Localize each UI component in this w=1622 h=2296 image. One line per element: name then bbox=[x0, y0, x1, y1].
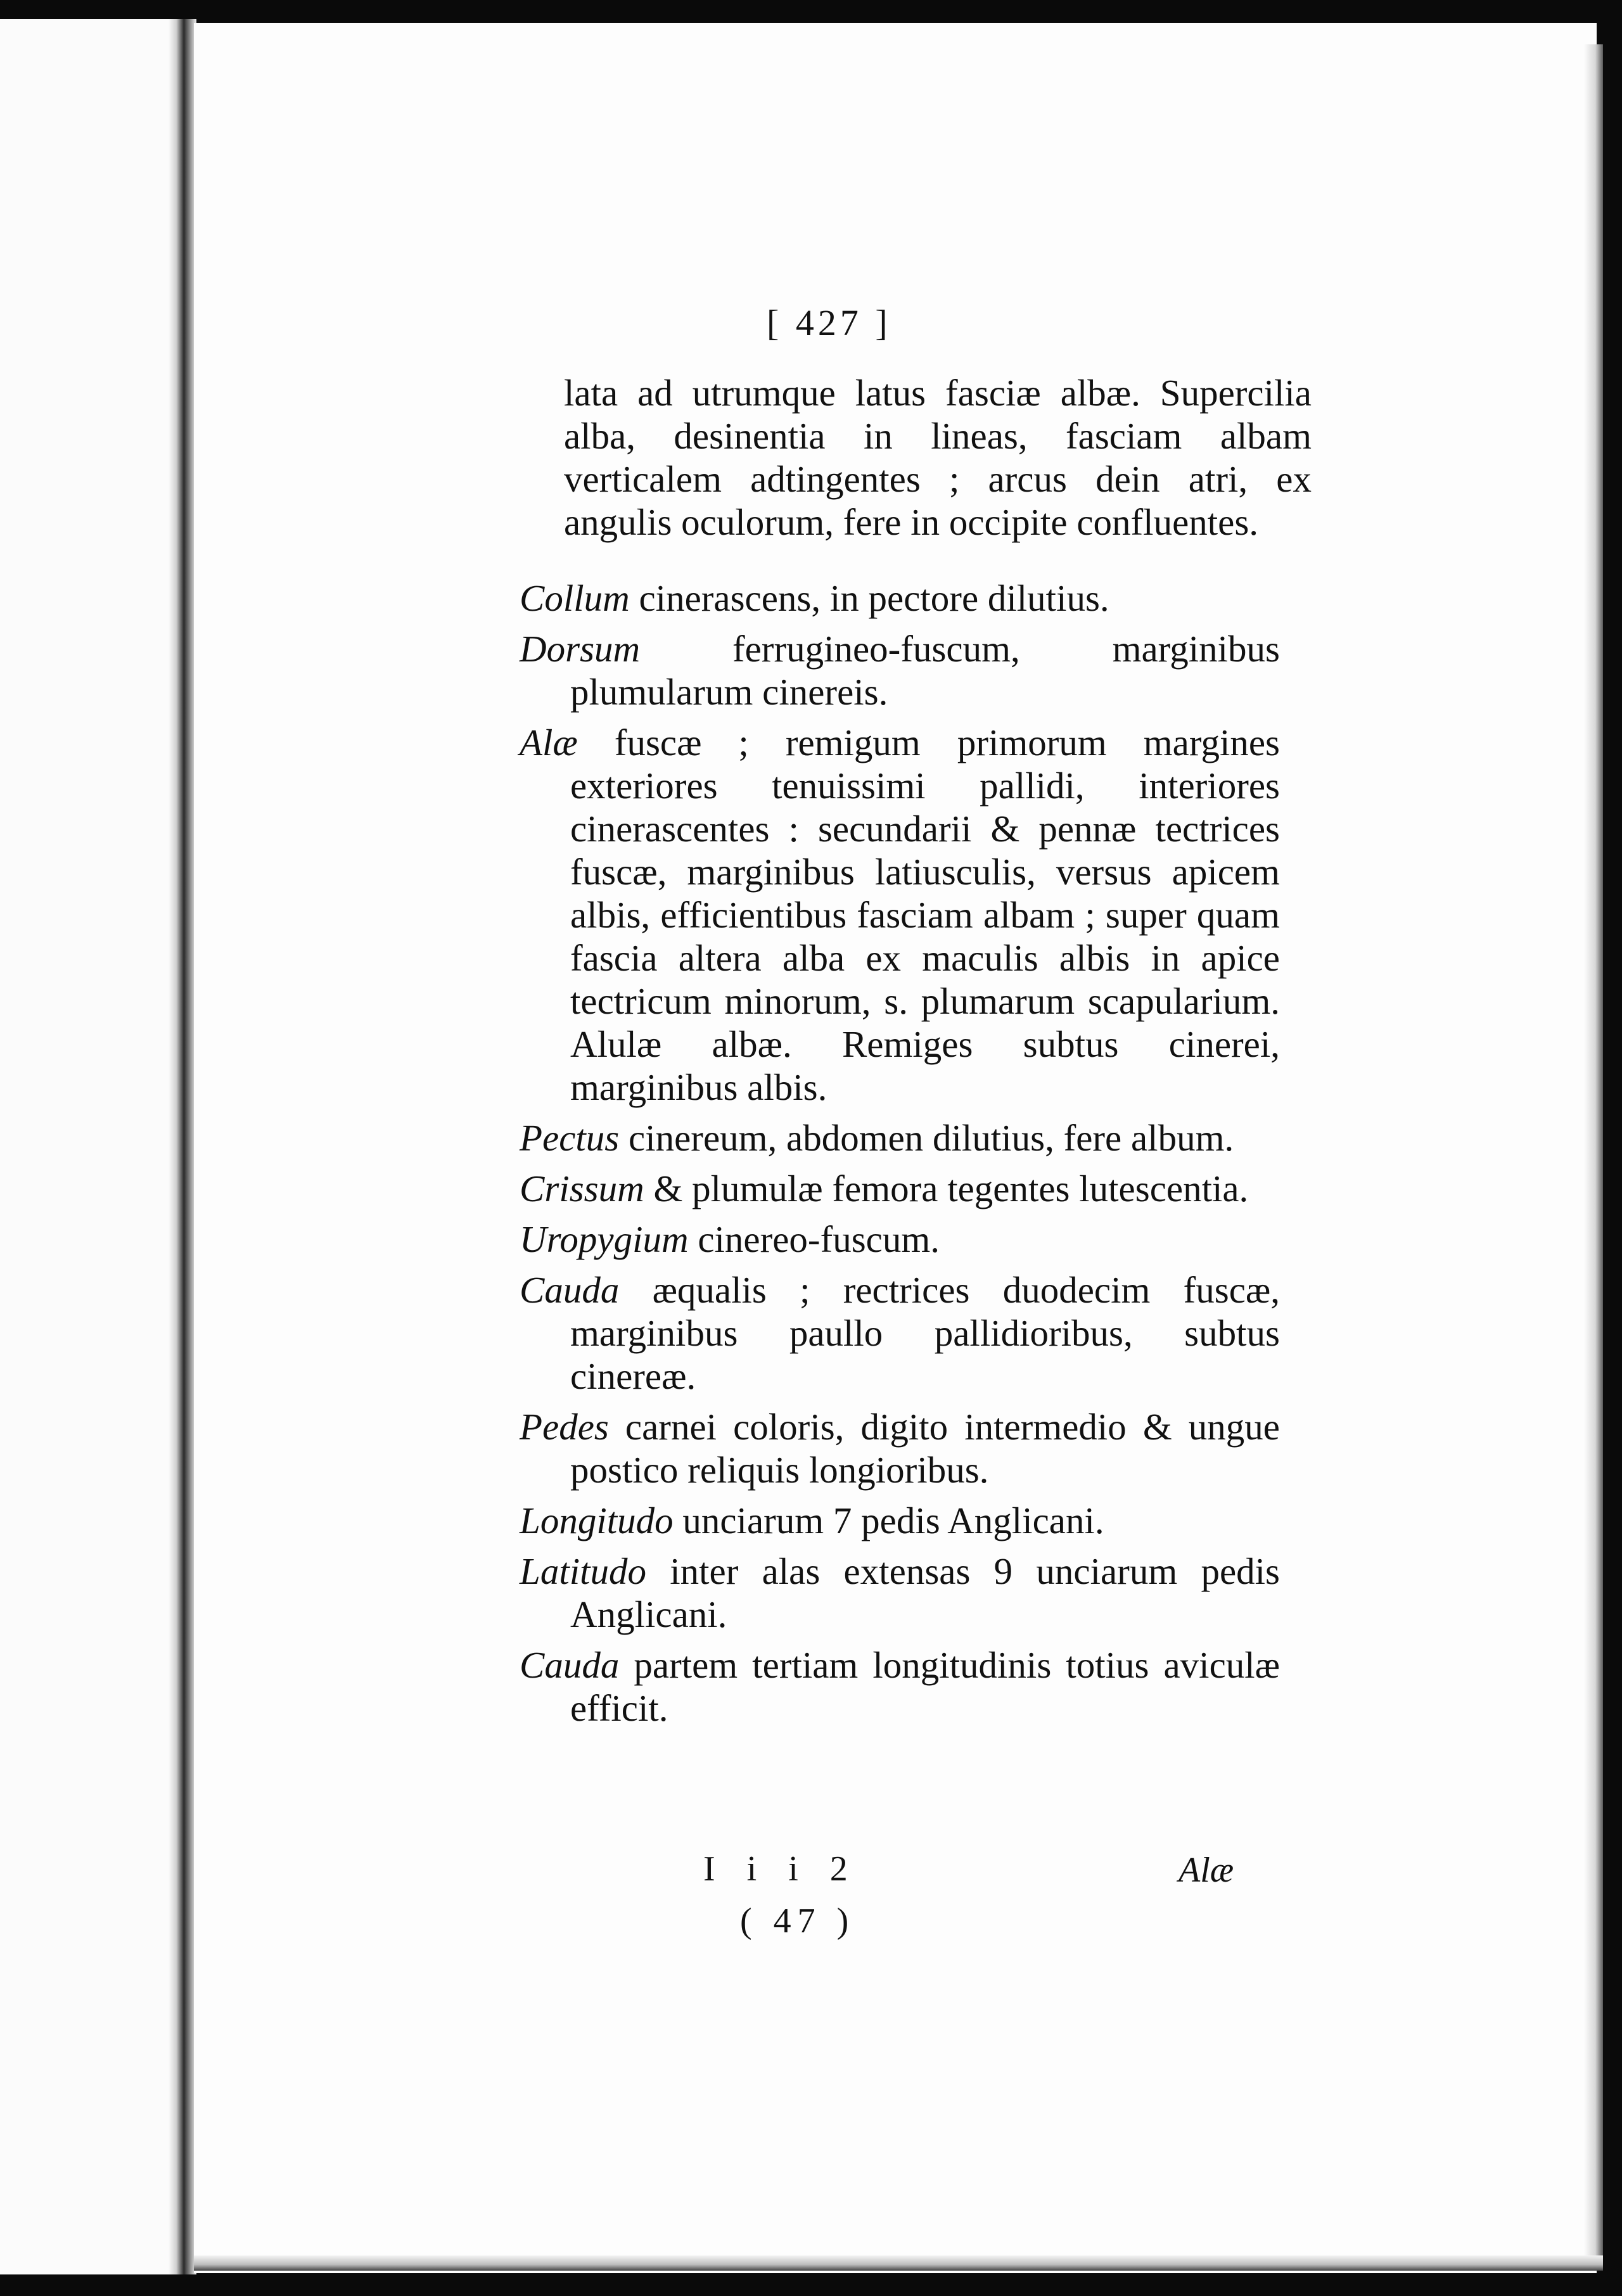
entry bbox=[520, 1643, 1280, 1730]
signature-mark: I i i 2 bbox=[703, 1849, 859, 1889]
entry bbox=[520, 1405, 1280, 1491]
entry-text: fuscæ ; remigum primorum margines exteriores tenuissimi pallidi, interiores cinerascentes : secundarii & pennæ tectrices fuscæ, marginibus latiusculis, versus apicem albis, efficientibus fasciam albam ; super quam fascia altera alba ex maculis albis in apice tectricum minorum, s. plumarum scapularium. Alulæ albæ. Remiges subtus cinerei, marginibus albis. bbox=[570, 722, 1280, 1108]
entry bbox=[520, 1167, 1280, 1210]
entry-text: cinerascens, in pectore dilutius. bbox=[629, 577, 1109, 619]
entry bbox=[520, 1550, 1280, 1636]
entry-lead: Uropygium bbox=[520, 1218, 689, 1260]
entry bbox=[520, 1218, 1280, 1261]
entry-text: inter alas extensas 9 unciarum pedis Anglicani. bbox=[570, 1550, 1280, 1635]
entry bbox=[520, 627, 1280, 713]
entry-lead: Cauda bbox=[520, 1644, 620, 1686]
catchword: Alæ bbox=[1178, 1851, 1234, 1890]
entry-text: unciarum 7 pedis Anglicani. bbox=[673, 1500, 1104, 1541]
description-entries bbox=[520, 577, 1280, 1737]
entry-lead: Dorsum bbox=[520, 628, 641, 670]
entry-lead: Crissum bbox=[520, 1168, 644, 1209]
continued-paragraph: lata ad utrumque latus fasciæ albæ. Supercilia alba, desinentia in lineas, fasciam albam verticalem adtingentes ; arcus dein atri, ex angulis oculorum, fere in occipite confluentes. bbox=[564, 372, 1312, 543]
entry bbox=[520, 721, 1280, 1109]
entry-lead: Longitudo bbox=[520, 1500, 674, 1541]
plate-number: ( 47 ) bbox=[740, 1901, 855, 1941]
entry-text: & plumulæ femora tegentes lutescentia. bbox=[644, 1168, 1249, 1209]
entry-text: carnei coloris, digito intermedio & ungue postico reliquis longioribus. bbox=[570, 1406, 1280, 1491]
running-head-page-number: [ 427 ] bbox=[767, 302, 891, 343]
entry bbox=[520, 1116, 1280, 1159]
entry-lead: Alæ bbox=[520, 722, 578, 763]
entry-text: ferrugineo-fuscum, marginibus plumularum cinereis. bbox=[570, 628, 1280, 713]
page-edge-bottom bbox=[194, 2255, 1603, 2271]
entry-text: cinereum, abdomen dilutius, fere album. bbox=[619, 1117, 1234, 1159]
left-page bbox=[0, 19, 181, 2274]
entry-text: æqualis ; rectrices duodecim fuscæ, marginibus paullo pallidioribus, subtus cinereæ. bbox=[570, 1269, 1280, 1397]
book-gutter bbox=[169, 19, 196, 2274]
entry-text: cinereo-fuscum. bbox=[688, 1218, 940, 1260]
entry-lead: Collum bbox=[520, 577, 630, 619]
entry-text: partem tertiam longitudinis totius aviculæ efficit. bbox=[570, 1644, 1280, 1729]
entry-lead: Pectus bbox=[520, 1117, 620, 1159]
entry bbox=[520, 1499, 1280, 1542]
entry-lead: Latitudo bbox=[520, 1550, 646, 1592]
entry bbox=[520, 577, 1280, 620]
entry-lead: Cauda bbox=[520, 1269, 620, 1311]
page-edge-right bbox=[1584, 44, 1603, 2262]
entry-lead: Pedes bbox=[520, 1406, 609, 1448]
entry bbox=[520, 1268, 1280, 1398]
